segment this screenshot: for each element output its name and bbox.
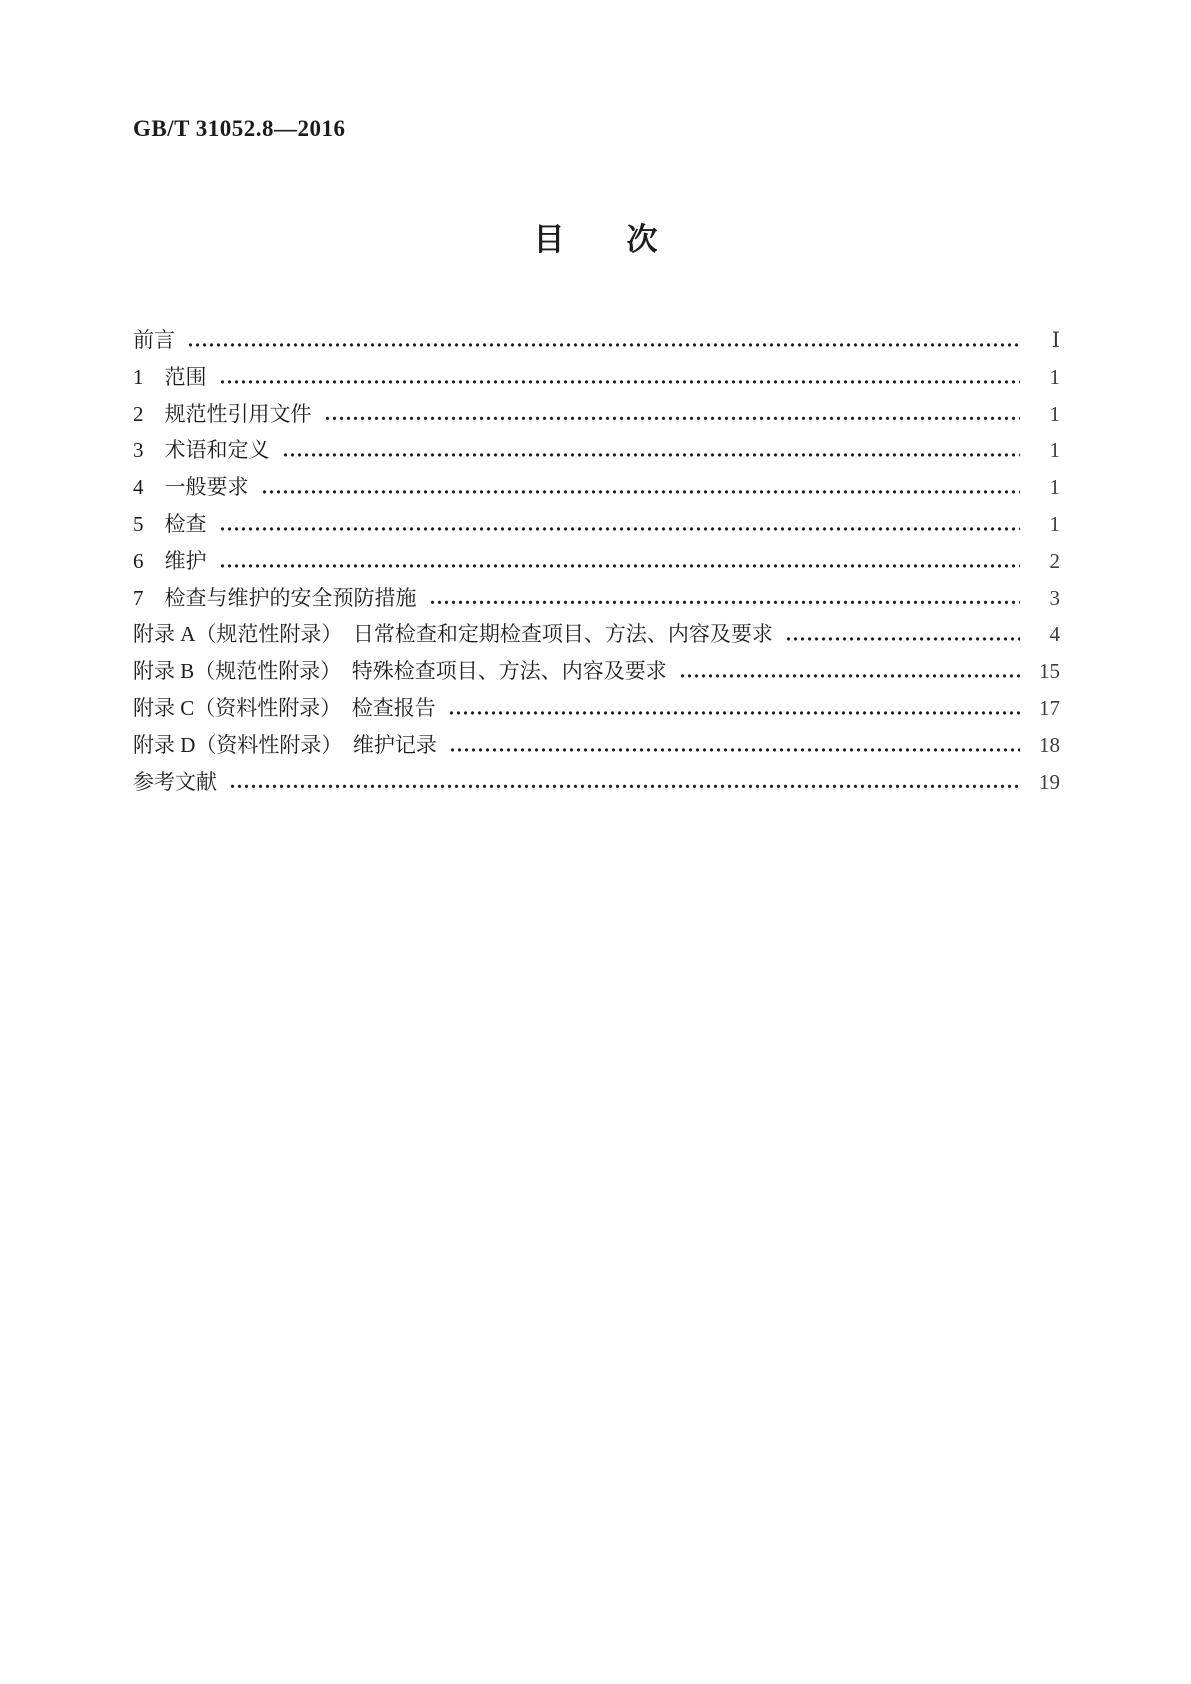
toc-entry-label: 5 检查 (133, 511, 207, 536)
page-number: 3 (1049, 585, 1060, 610)
dot-leader (785, 616, 1020, 653)
toc-entry-foreword (133, 322, 1060, 359)
toc-entry-label: 7 检查与维护的安全预防措施 (133, 585, 417, 610)
toc-entry-appendix-c (133, 690, 1060, 727)
toc-entry-label: 参考文献 (133, 769, 217, 794)
toc-entry-appendix-a (133, 616, 1060, 653)
page-number: 1 (1049, 364, 1060, 389)
dot-leader (449, 727, 1020, 764)
page-number: 19 (1039, 769, 1060, 794)
dot-leader (429, 580, 1021, 617)
toc-entry-label: 前言 (133, 328, 175, 352)
toc-entry-general-requirements (133, 469, 1060, 506)
toc-entry-label: 附录 B（规范性附录） 特殊检查项目、方法、内容及要求 (133, 659, 667, 684)
toc-entry-appendix-d (133, 727, 1060, 764)
page-number: 1 (1049, 401, 1060, 426)
toc-entry-label: 4 一般要求 (133, 475, 249, 500)
page-number: 15 (1039, 659, 1060, 684)
toc-entry-label: 2 规范性引用文件 (133, 401, 312, 426)
toc-entry-safety-precautions (133, 580, 1060, 617)
page-number: 18 (1039, 732, 1060, 757)
toc-entry-references (133, 764, 1060, 801)
toc-entry-normative-references (133, 396, 1060, 433)
toc-entry-appendix-b (133, 653, 1060, 690)
toc-entry-terms-definitions (133, 432, 1060, 469)
toc-entry-label: 6 维护 (133, 548, 207, 573)
toc-entry-label: 1 范围 (133, 364, 207, 389)
page-number: Ⅰ (1051, 328, 1060, 352)
dot-leader (448, 690, 1020, 727)
page-number: 1 (1049, 511, 1060, 536)
dot-leader (324, 396, 1021, 433)
page-title: 目 次 (533, 222, 658, 257)
page-number: 1 (1049, 438, 1060, 463)
toc-entry-label: 附录 D（资料性附录） 维护记录 (133, 732, 437, 757)
standard-number: GB/T 31052.8—2016 (133, 116, 346, 141)
dot-leader (679, 653, 1020, 690)
dot-leader (219, 543, 1021, 580)
dot-leader (187, 322, 1020, 359)
dot-leader (261, 469, 1021, 506)
toc-entry-label: 3 术语和定义 (133, 438, 270, 463)
table-of-contents (133, 322, 1060, 800)
page-number: 2 (1049, 548, 1060, 573)
page-number: 1 (1049, 475, 1060, 500)
dot-leader (229, 764, 1020, 801)
dot-leader (219, 506, 1021, 543)
page-number: 4 (1049, 622, 1060, 647)
page-number: 17 (1039, 695, 1060, 720)
toc-entry-scope (133, 359, 1060, 396)
dot-leader (219, 359, 1021, 396)
toc-entry-label: 附录 A（规范性附录） 日常检查和定期检查项目、方法、内容及要求 (133, 622, 773, 647)
toc-entry-inspection (133, 506, 1060, 543)
dot-leader (282, 432, 1021, 469)
toc-entry-label: 附录 C（资料性附录） 检查报告 (133, 695, 436, 720)
toc-entry-maintenance (133, 543, 1060, 580)
